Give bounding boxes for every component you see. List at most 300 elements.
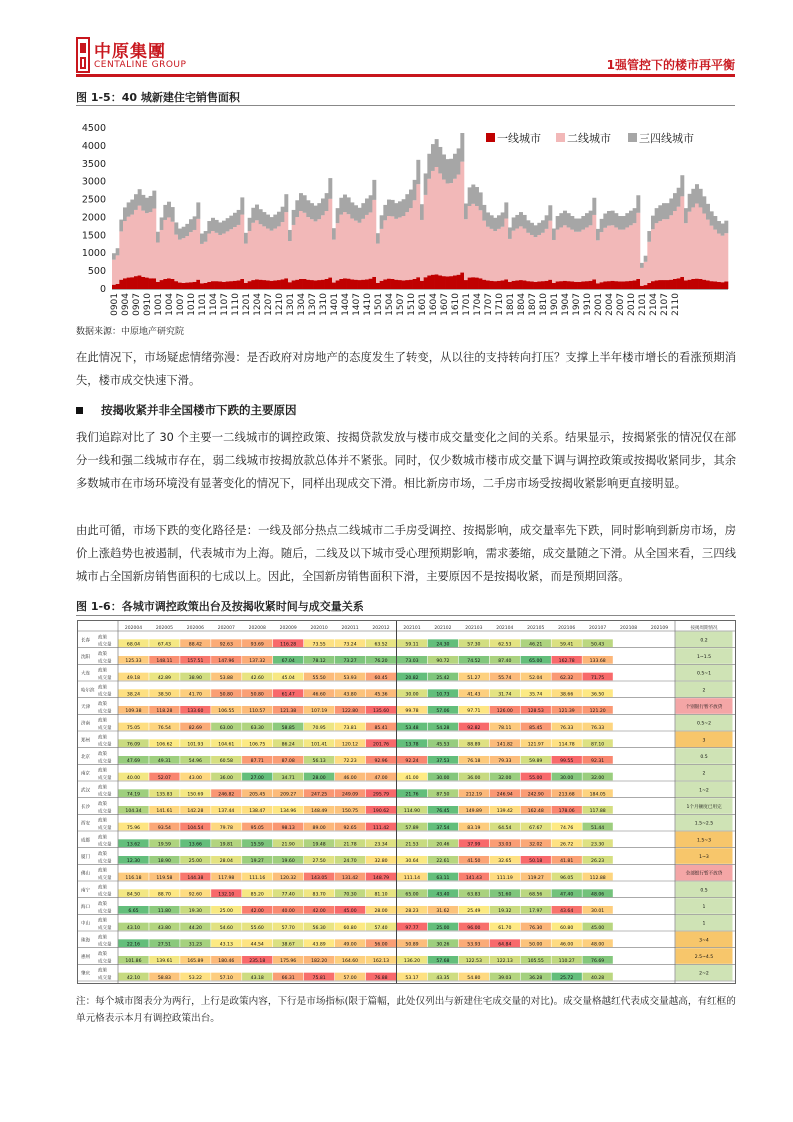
paragraph-1: 在此情况下，市场疑虑情绪弥漫：是否政府对房地产的态度发生了转变，从以往的支持转向打压？支撑上半年楼市增长的看涨预期消失，楼市成交快速下滑。 — [76, 351, 736, 387]
heat-cell-value: 66.31 — [281, 975, 295, 981]
heat-cell-value: 34.71 — [281, 775, 295, 781]
x-tick-label: 1910 — [582, 293, 593, 316]
bar-tier2 — [328, 199, 332, 278]
row-label-policy: 政策 — [98, 868, 107, 874]
heat-cell-value: 178.06 — [558, 809, 575, 815]
bar-tier2 — [193, 230, 197, 282]
bar-tier1 — [435, 274, 439, 289]
bar-tier1 — [633, 280, 637, 289]
bar-tier34 — [578, 219, 582, 232]
heat-cell-value: 43.35 — [436, 975, 450, 981]
bar-tier2 — [669, 215, 673, 279]
bar-tier2 — [314, 221, 318, 280]
mortgage-cell-value: 2 — [702, 771, 706, 777]
x-tick-label: 1601 — [417, 293, 428, 316]
bar-tier2 — [724, 233, 728, 281]
bar-tier2 — [402, 216, 406, 280]
heat-cell-value: 36.50 — [591, 692, 605, 698]
bar-tier34 — [207, 221, 211, 234]
mortgage-cell-value: 1~3 — [699, 855, 709, 860]
heat-cell-value: 67.04 — [281, 659, 295, 665]
bar-tier2 — [486, 227, 490, 281]
bar-tier1 — [215, 281, 219, 289]
heat-cell-value: 76.69 — [591, 959, 605, 965]
heat-cell-value: 31.62 — [436, 909, 450, 915]
bar-tier2 — [490, 229, 494, 281]
bar-tier34 — [332, 228, 336, 239]
bar-tier1 — [372, 277, 376, 289]
heat-cell-value: 41.43 — [467, 692, 481, 698]
y-tick-label: 4500 — [81, 123, 106, 134]
heat-cell-value: 57.10 — [219, 975, 233, 981]
bar-tier34 — [211, 218, 215, 231]
bar-tier34 — [270, 217, 274, 231]
bar-tier2 — [471, 204, 475, 277]
bar-tier1 — [321, 280, 325, 289]
bar-tier1 — [534, 282, 538, 289]
bar-tier2 — [420, 220, 424, 281]
bar-tier1 — [622, 281, 626, 289]
bar-tier34 — [684, 208, 688, 223]
city-name: 天津 — [81, 705, 90, 710]
city-name: 惠州 — [81, 955, 90, 960]
x-tick-label: 0901 — [109, 293, 120, 316]
heat-cell-value: 190.62 — [372, 809, 390, 815]
heat-cell-value: 67.43 — [157, 642, 171, 648]
heat-cell-value: 76.18 — [467, 759, 481, 765]
bar-tier1 — [699, 279, 703, 289]
heat-cell-value: 42.60 — [250, 675, 264, 681]
bar-tier34 — [574, 219, 578, 232]
bar-tier2 — [281, 222, 285, 279]
row-label-volume: 成交量 — [98, 792, 112, 798]
heat-cell-value: 104.61 — [218, 742, 235, 748]
bar-tier1 — [343, 278, 347, 289]
bar-tier2 — [303, 213, 307, 279]
heat-cell-value: 42.10 — [126, 975, 141, 981]
heat-cell-value: 101.86 — [125, 959, 142, 965]
heat-cell-value: 47.00 — [374, 775, 388, 781]
bar-tier34 — [288, 230, 292, 241]
heat-cell-value: 99.78 — [405, 709, 419, 715]
x-tick-label: 1101 — [197, 293, 208, 316]
bar-tier1 — [537, 281, 541, 289]
bar-tier2 — [391, 216, 395, 279]
bar-tier34 — [123, 207, 127, 221]
bar-tier34 — [361, 203, 365, 219]
bar-tier34 — [295, 200, 299, 217]
table-header-cell: 202011 — [341, 626, 359, 631]
bar-tier2 — [347, 214, 351, 278]
bar-tier34 — [523, 215, 527, 229]
heat-cell-value: 84.50 — [126, 892, 141, 898]
heat-cell-value: 28.00 — [374, 909, 388, 915]
bar-tier34 — [479, 192, 483, 210]
heat-cell-value: 133.68 — [589, 659, 606, 665]
bar-tier1 — [314, 280, 318, 289]
heat-cell-value: 45.53 — [436, 742, 450, 748]
heat-cell-value: 43.40 — [436, 892, 450, 898]
heat-cell-value: 53.17 — [405, 975, 419, 981]
bar-tier34 — [222, 221, 226, 234]
bar-tier2 — [519, 226, 523, 280]
bar-tier34 — [534, 225, 538, 237]
heat-cell-value: 87.40 — [498, 659, 512, 665]
bar-tier1 — [171, 279, 175, 289]
table-header-cell: 202010 — [310, 626, 328, 631]
heat-cell-value: 27.50 — [312, 859, 326, 865]
bar-tier2 — [468, 206, 472, 278]
heat-cell-value: 46.00 — [343, 775, 357, 781]
row-label-policy: 政策 — [98, 885, 107, 891]
bar-tier1 — [559, 281, 563, 289]
logo-english: CENTALINE GROUP — [94, 60, 187, 70]
row-label-volume: 成交量 — [98, 676, 112, 681]
y-tick-label: 1500 — [81, 230, 106, 242]
bar-tier34 — [182, 227, 186, 238]
heat-cell-value: 97.71 — [467, 709, 481, 715]
city-name: 郑州 — [81, 738, 90, 744]
bar-tier34 — [589, 211, 593, 226]
heat-cell-value: 132.10 — [218, 892, 235, 898]
y-tick-label: 500 — [87, 266, 106, 278]
bar-tier2 — [229, 229, 233, 281]
city-name: 哈尔滨 — [81, 688, 95, 694]
heat-cell-value: 78.11 — [498, 725, 512, 731]
heat-cell-value: 117.98 — [218, 875, 235, 881]
bar-tier34 — [138, 189, 142, 205]
bar-tier1 — [200, 283, 204, 289]
heat-cell-value: 17.97 — [529, 909, 543, 915]
heat-cell-value: 78.12 — [312, 659, 326, 665]
bar-tier1 — [306, 280, 310, 289]
heat-cell-value: 148.11 — [156, 659, 173, 665]
bar-tier34 — [343, 195, 347, 213]
heat-cell-value: 121.38 — [280, 709, 297, 715]
bar-tier2 — [570, 230, 574, 282]
heat-cell-value: 76.33 — [591, 725, 605, 731]
bar-tier1 — [112, 285, 116, 289]
heat-cell-value: 43.64 — [560, 909, 574, 915]
heat-cell-value: 97.77 — [405, 925, 419, 931]
legend-label: 二线城市 — [567, 132, 611, 145]
heat-cell-value: 41.50 — [467, 859, 481, 865]
bar-tier34 — [262, 212, 266, 226]
bar-tier1 — [196, 280, 200, 289]
bar-tier2 — [552, 240, 556, 283]
bar-tier2 — [530, 235, 534, 282]
city-name: 大连 — [81, 671, 90, 677]
heat-cell-value: 38.90 — [188, 675, 202, 681]
bullet-square-icon — [76, 407, 83, 414]
mortgage-cell-value: 全部银行暂不放贷 — [685, 871, 723, 877]
bar-tier1 — [416, 277, 420, 289]
bar-tier1 — [226, 281, 230, 289]
heat-cell-value: 48.00 — [591, 942, 605, 948]
bar-tier1 — [479, 278, 483, 289]
bar-tier1 — [464, 280, 468, 289]
bar-tier2 — [556, 230, 560, 282]
bar-tier34 — [292, 210, 296, 225]
bar-tier1 — [248, 281, 252, 289]
bar-tier34 — [622, 216, 626, 230]
heat-cell-value: 50.80 — [250, 692, 264, 698]
bar-tier34 — [658, 205, 662, 221]
heat-cell-value: 109.38 — [125, 709, 142, 715]
x-tick-label: 2007 — [615, 293, 626, 316]
heat-cell-value: 116.18 — [125, 875, 142, 881]
bar-tier34 — [119, 220, 123, 232]
city-name: 中山 — [81, 921, 90, 927]
bar-tier1 — [647, 283, 651, 289]
heat-cell-value: 92.82 — [467, 725, 481, 731]
bar-tier1 — [119, 280, 123, 289]
bar-tier1 — [710, 281, 714, 289]
heat-cell-value: 55.60 — [250, 925, 264, 931]
bar-tier1 — [625, 281, 629, 289]
bar-tier34 — [240, 197, 244, 214]
bar-tier1 — [328, 278, 332, 289]
row-label-volume: 成交量 — [98, 642, 112, 648]
bar-tier1 — [413, 279, 417, 289]
heat-cell-value: 92.31 — [591, 759, 605, 765]
x-tick-label: 1510 — [406, 293, 417, 316]
header-rule — [76, 74, 735, 77]
heat-cell-value: 15.59 — [250, 842, 264, 848]
heat-cell-value: 56.13 — [312, 759, 326, 765]
city-name: 北京 — [81, 755, 90, 760]
bar-tier34 — [537, 223, 541, 235]
heat-cell-value: 50.18 — [529, 859, 543, 865]
row-label-volume: 成交量 — [98, 726, 112, 731]
bar-tier34 — [237, 210, 241, 225]
bar-tier34 — [277, 212, 281, 227]
sales-area-chart — [76, 110, 736, 322]
heat-cell-value: 57.00 — [343, 975, 357, 981]
heat-cell-value: 111.16 — [249, 875, 266, 881]
bar-tier1 — [358, 280, 362, 289]
city-name: 长沙 — [81, 805, 90, 810]
bar-tier34 — [570, 216, 574, 230]
bar-tier1 — [134, 276, 138, 289]
bar-tier1 — [570, 281, 574, 289]
bar-tier2 — [321, 215, 325, 279]
row-label-volume: 成交量 — [98, 826, 112, 831]
heat-cell-value: 32.00 — [498, 775, 512, 781]
bar-tier1 — [662, 280, 666, 289]
heat-cell-value: 26.23 — [591, 859, 605, 865]
bar-tier1 — [691, 279, 695, 289]
heat-cell-value: 249.09 — [342, 792, 359, 798]
heat-cell-value: 43.10 — [126, 925, 141, 931]
bar-tier1 — [281, 279, 285, 289]
bar-tier34 — [457, 148, 461, 174]
heat-cell-value: 107.19 — [311, 709, 328, 715]
heat-cell-value: 60.80 — [343, 925, 357, 931]
heat-cell-value: 139.42 — [496, 809, 513, 815]
heat-cell-value: 164.60 — [342, 959, 359, 965]
bar-tier1 — [497, 281, 501, 289]
bar-tier2 — [358, 223, 362, 280]
heat-cell-value: 57.68 — [436, 959, 450, 965]
bar-tier1 — [185, 283, 189, 289]
heat-cell-value: 139.61 — [156, 959, 173, 965]
heat-cell-value: 25.00 — [436, 925, 450, 931]
bar-tier34 — [680, 175, 684, 196]
bar-tier34 — [677, 188, 681, 207]
paragraph-3: 由此可循，市场下跌的变化路径是：一线及部分热点二线城市二手房受调控、按揭影响，成交量率先下跌，同时影响到新房市场，房价上涨趋势也被遏制，代表城市为上海。随后，二线及以下城市受心理预期影响，需求萎缩，成交量随之下滑。从全国来看，三四线城市占全国新房销售面积的七成以上。因此，全国新房销售面积下滑，主要原因不是按揭收紧，而是预期回落。 — [76, 524, 736, 583]
city-name: 西安 — [81, 821, 90, 827]
bar-tier34 — [354, 205, 358, 220]
bar-tier1 — [512, 281, 516, 289]
bar-tier34 — [226, 218, 230, 231]
bar-tier34 — [281, 207, 285, 222]
bar-tier2 — [673, 211, 677, 279]
heat-cell-value: 182.20 — [311, 959, 328, 965]
bar-tier34 — [185, 224, 189, 236]
bar-tier34 — [156, 232, 160, 243]
row-label-policy: 政策 — [98, 718, 107, 724]
bar-tier1 — [222, 282, 226, 289]
heat-cell-value: 150.69 — [187, 792, 204, 798]
bar-tier1 — [519, 280, 523, 289]
row-label-policy: 政策 — [98, 752, 107, 757]
heat-cell-value: 135.60 — [372, 709, 390, 715]
heat-cell-value: 51.60 — [498, 892, 512, 898]
bar-tier2 — [123, 221, 127, 278]
heat-cell-value: 6.65 — [128, 909, 139, 915]
heat-cell-value: 99.55 — [560, 759, 574, 765]
bar-tier34 — [471, 185, 475, 204]
bar-tier34 — [442, 154, 446, 179]
bar-tier34 — [724, 221, 728, 234]
bar-tier2 — [567, 227, 571, 281]
bar-tier34 — [548, 205, 552, 220]
bar-tier1 — [420, 281, 424, 289]
bar-tier1 — [460, 273, 464, 289]
bar-tier1 — [717, 282, 721, 289]
heat-cell-value: 75.96 — [126, 825, 141, 831]
x-tick-label: 1807 — [527, 293, 538, 316]
bar-tier1 — [541, 281, 545, 289]
bar-tier1 — [655, 280, 659, 289]
bar-tier2 — [189, 232, 193, 282]
bar-tier2 — [130, 215, 134, 278]
bar-tier34 — [446, 159, 450, 183]
bar-tier1 — [493, 281, 497, 289]
heat-cell-value: 157.51 — [187, 659, 204, 665]
x-tick-label: 0910 — [142, 293, 153, 316]
heat-cell-value: 125.33 — [125, 659, 142, 665]
heat-cell-value: 76.88 — [374, 975, 388, 981]
heat-cell-value: 141.43 — [465, 875, 482, 881]
table-header-cell: 202103 — [465, 626, 483, 631]
logo-icon — [76, 37, 90, 73]
bar-tier2 — [196, 219, 200, 280]
heat-cell-value: 138.47 — [249, 809, 266, 815]
heat-cell-value: 20.82 — [405, 675, 419, 681]
heat-cell-value: 53.93 — [343, 675, 357, 681]
heat-cell-value: 35.74 — [529, 692, 543, 698]
heat-cell-value: 134.96 — [280, 809, 297, 815]
bar-tier2 — [141, 211, 145, 277]
bar-tier34 — [413, 180, 417, 200]
heat-cell-value: 19.48 — [312, 842, 326, 848]
row-label-volume: 成交量 — [98, 926, 112, 931]
heat-cell-value: 47.40 — [560, 892, 574, 898]
bar-tier34 — [633, 208, 637, 223]
heat-cell-value: 67.67 — [529, 825, 543, 831]
bar-tier34 — [310, 203, 314, 219]
bar-tier2 — [548, 221, 552, 280]
heat-cell-value: 53.22 — [188, 975, 202, 981]
bar-tier2 — [292, 225, 296, 280]
heat-cell-value: 42.00 — [312, 909, 326, 915]
heat-cell-value: 50.89 — [405, 942, 419, 948]
bar-tier2 — [343, 212, 347, 278]
x-tick-label: 1704 — [472, 293, 483, 316]
x-tick-label: 1310 — [318, 293, 329, 316]
bar-tier34 — [204, 231, 208, 242]
x-tick-label: 1401 — [329, 293, 340, 316]
heat-cell-value: 106.75 — [249, 742, 266, 748]
heat-cell-value: 57.70 — [281, 925, 295, 931]
bar-tier2 — [145, 213, 149, 277]
bar-tier1 — [336, 280, 340, 289]
heat-cell-value: 74.19 — [126, 792, 141, 798]
bar-tier1 — [127, 278, 131, 289]
heat-cell-value: 53.88 — [219, 675, 233, 681]
heat-cell-value: 24.30 — [436, 642, 450, 648]
heat-cell-value: 25.00 — [219, 909, 233, 915]
heat-cell-value: 65.00 — [529, 659, 543, 665]
heat-cell-value: 19.27 — [250, 859, 264, 865]
bar-tier1 — [548, 280, 552, 289]
heat-cell-value: 235.18 — [249, 959, 266, 965]
heat-cell-value: 87.71 — [250, 759, 264, 765]
bar-tier2 — [666, 219, 670, 280]
bar-tier34 — [669, 198, 673, 215]
heat-cell-value: 45.36 — [374, 692, 388, 698]
bar-tier1 — [482, 280, 486, 289]
heat-cell-value: 31.23 — [188, 942, 202, 948]
bar-tier34 — [699, 189, 703, 208]
bar-tier2 — [339, 215, 343, 279]
bar-tier2 — [713, 230, 717, 282]
bar-tier1 — [530, 281, 534, 289]
bar-tier1 — [453, 275, 457, 289]
heat-cell-value: 57.40 — [374, 925, 388, 931]
bar-tier2 — [501, 227, 505, 281]
heat-cell-value: 79.33 — [498, 759, 512, 765]
bar-tier1 — [688, 280, 692, 289]
bar-tier34 — [585, 213, 589, 227]
bar-tier2 — [497, 229, 501, 281]
bar-tier2 — [622, 230, 626, 282]
bar-tier2 — [563, 225, 567, 280]
bar-tier34 — [493, 218, 497, 231]
x-tick-label: 1610 — [450, 293, 461, 316]
bar-tier34 — [526, 220, 530, 233]
heat-cell-value: 39.03 — [498, 975, 512, 981]
bar-tier2 — [299, 211, 303, 279]
heat-cell-value: 25.42 — [436, 675, 450, 681]
y-tick-label: 0 — [99, 284, 106, 295]
table-header-cell: 202108 — [619, 626, 638, 631]
bar-tier1 — [310, 280, 314, 289]
heat-cell-value: 32.65 — [498, 859, 512, 865]
mortgage-cell-value: 2 — [702, 688, 706, 694]
